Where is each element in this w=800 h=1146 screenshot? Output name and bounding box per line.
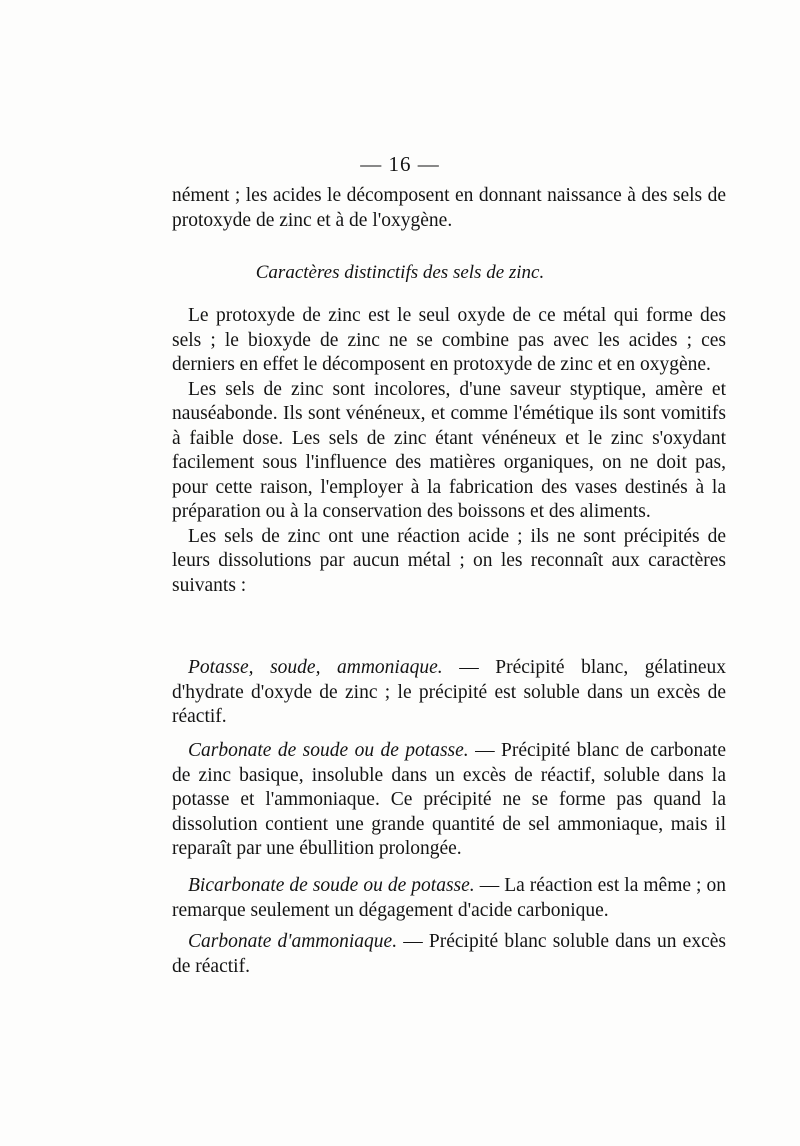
reagent-name: Carbonate de soude ou de potasse.: [188, 740, 469, 761]
reagent-paragraph: [172, 874, 726, 923]
reagent-entry: [172, 739, 726, 862]
reagent-description: La réaction est la même ; on remarque seulement un dégagement d'acide carbonique.: [172, 875, 726, 921]
reagent-description: Précipité blanc de carbonate de zinc basique, insoluble dans un excès de réactif, soluble dans la potasse et l'ammoniaque. Ce précipité ne se forme pas quand la dissolution contient une grande quantité de sel ammoniaque, mais il reparaît par une ébullition prolongée.: [172, 740, 726, 859]
paragraph-properties: Les sels de zinc sont incolores, d'une saveur styptique, amère et nauséabonde. Ils sont vénéneux, et comme l'émétique ils sont vomitifs à faible dose. Les sels de zinc étant vénéneux et le zinc s'oxydant facilement sous l'influence des matières organiques, on ne doit pas, pour cette raison, l'employer à la fabrication des vases destinés à la préparation ou à la conservation des boissons et des aliments.: [172, 378, 726, 522]
intro-paragraph: nément ; les acides le décomposent en donnant naissance à des sels de protoxyde de zinc et à de l'oxygène.: [172, 185, 726, 231]
reagent-dash: —: [474, 875, 505, 896]
intro-text: [172, 184, 726, 233]
reagent-name: Carbonate d'ammoniaque.: [188, 931, 398, 952]
section-heading: Caractères distinctifs des sels de zinc.: [255, 262, 545, 283]
reagent-dash: —: [468, 740, 502, 761]
reagent-entry: [172, 874, 726, 923]
page-number: — 16 —: [360, 152, 440, 176]
reagent-description: Précipité blanc, gélatineux d'hydrate d'oxyde de zinc ; le précipité est soluble dans un excès de réactif.: [172, 657, 726, 727]
reagent-description: Précipité blanc soluble dans un excès de réactif.: [172, 931, 726, 977]
reagent-entry: [172, 656, 726, 730]
reagent-paragraph: [172, 739, 726, 862]
paragraph-reactions: Les sels de zinc ont une réaction acide ; ils ne sont précipités de leurs dissolutions par aucun métal ; on les reconnaît aux caractères suivants :: [172, 525, 726, 596]
paragraph-oxides: Le protoxyde de zinc est le seul oxyde de ce métal qui forme des sels ; le bioxyde de zinc ne se combine pas avec les acides ; ces derniers en effet le décomposent en protoxyde de zinc et en oxygène.: [172, 305, 726, 375]
reagent-dash: —: [442, 657, 496, 678]
reagent-paragraph: [172, 656, 726, 730]
reagent-name: Potasse, soude, ammoniaque.: [188, 657, 443, 678]
reagent-dash: —: [397, 931, 429, 952]
body-paragraphs: [172, 304, 726, 598]
reagent-paragraph: [172, 930, 726, 979]
reagent-entry: [172, 930, 726, 979]
reagent-name: Bicarbonate de soude ou de potasse.: [188, 875, 475, 896]
